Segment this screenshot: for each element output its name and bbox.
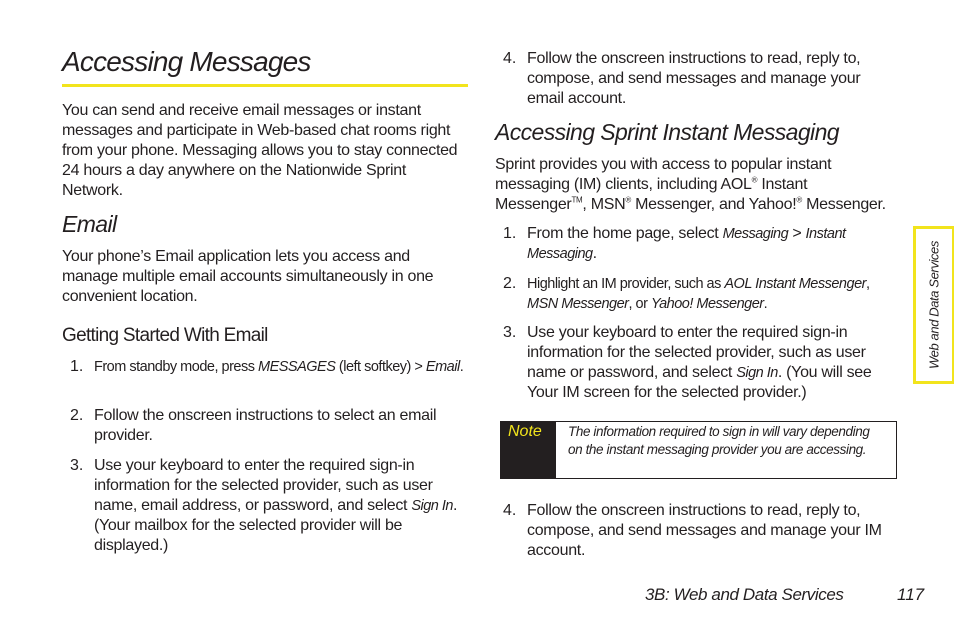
email-step-3 <box>70 456 468 556</box>
im-intro-paragraph: Sprint provides you with access to popular instant messaging (IM) clients, including AOL® Instant Messenger™, MSN® Messenger, and Yahoo!® Messenger. <box>495 156 886 213</box>
im-step-3 <box>503 323 900 405</box>
step-number: 4. <box>503 502 517 519</box>
step-text: Follow the onscreen instructions to select an email provider. <box>94 407 437 444</box>
step-text: Follow the onscreen instructions to read, reply to, compose, and send messages and manage your email account. <box>527 50 861 107</box>
sign-in-option: Sign In <box>411 498 453 514</box>
messaging-menu-item: Messaging <box>722 226 789 242</box>
email-step-4 <box>503 49 900 111</box>
page-number: 117 <box>897 585 925 604</box>
getting-started-heading: Getting Started With Email <box>62 325 268 346</box>
step-text: From the home page, select Messaging > Instant Messaging. <box>527 225 846 262</box>
aol-option: AOL Instant Messenger <box>724 276 866 292</box>
step-text: Use your keyboard to enter the required sign-in information for the selected provider, such as user name, email address, or password, and select Sign In. (Your mailbox for the selected provider will be displayed.) <box>94 457 458 554</box>
page-title: Accessing Messages <box>62 46 311 77</box>
messages-softkey: MESSAGES <box>258 359 336 375</box>
step-text: Follow the onscreen instructions to read, reply to, compose, and send messages and manage your IM account. <box>527 502 882 559</box>
step-number: 2. <box>503 275 517 292</box>
email-step-1 <box>70 357 468 399</box>
instant-messaging-heading: Accessing Sprint Instant Messaging <box>495 119 839 145</box>
side-tab-inner <box>916 229 952 381</box>
step-number: 3. <box>70 457 84 474</box>
im-step-1 <box>503 224 900 266</box>
step-number: 4. <box>503 50 517 67</box>
note-label: Note <box>508 423 542 440</box>
title-underline <box>62 84 468 87</box>
sign-in-option: Sign In <box>736 365 778 381</box>
email-step-2 <box>70 406 468 448</box>
email-description: Your phone’s Email application lets you access and manage multiple email accounts simultaneously in one convenient location. <box>62 248 434 305</box>
im-step-2 <box>503 274 900 316</box>
note-text: The information required to sign in will vary depending on the instant messaging provider you are accessing. <box>568 424 870 457</box>
step-number: 3. <box>503 324 517 341</box>
step-number: 2. <box>70 407 84 424</box>
side-tab-label: Web and Data Services <box>926 241 942 369</box>
note-box <box>500 421 897 479</box>
intro-paragraph: You can send and receive email messages or instant messages and participate in Web-based chat rooms right from your phone. Messaging allows you to stay connected 24 hours a day anywhere on the Nationwide Sprint Network. <box>62 102 458 199</box>
step-number: 1. <box>503 225 517 242</box>
step-text: Highlight an IM provider, such as AOL Instant Messenger, MSN Messenger, or Yahoo! Messenger. <box>527 276 870 312</box>
email-menu-item: Email <box>425 359 460 375</box>
yahoo-option: Yahoo! Messenger <box>650 296 764 312</box>
im-step-4 <box>503 501 900 563</box>
section-side-tab <box>913 226 954 384</box>
note-label-block <box>501 422 556 478</box>
email-heading: Email <box>62 211 117 237</box>
instant-messaging-menu-item: Instant Messaging <box>527 226 846 262</box>
step-text: Use your keyboard to enter the required sign-in information for the selected provider, such as user name or password, and select Sign In. (You will see Your IM screen for the selected provider.) <box>527 324 872 401</box>
step-number: 1. <box>70 358 84 375</box>
step-text: From standby mode, press MESSAGES (left softkey) > Email. <box>94 359 464 375</box>
msn-option: MSN Messenger <box>527 296 629 312</box>
footer-section-title: 3B: Web and Data Services <box>645 585 844 604</box>
